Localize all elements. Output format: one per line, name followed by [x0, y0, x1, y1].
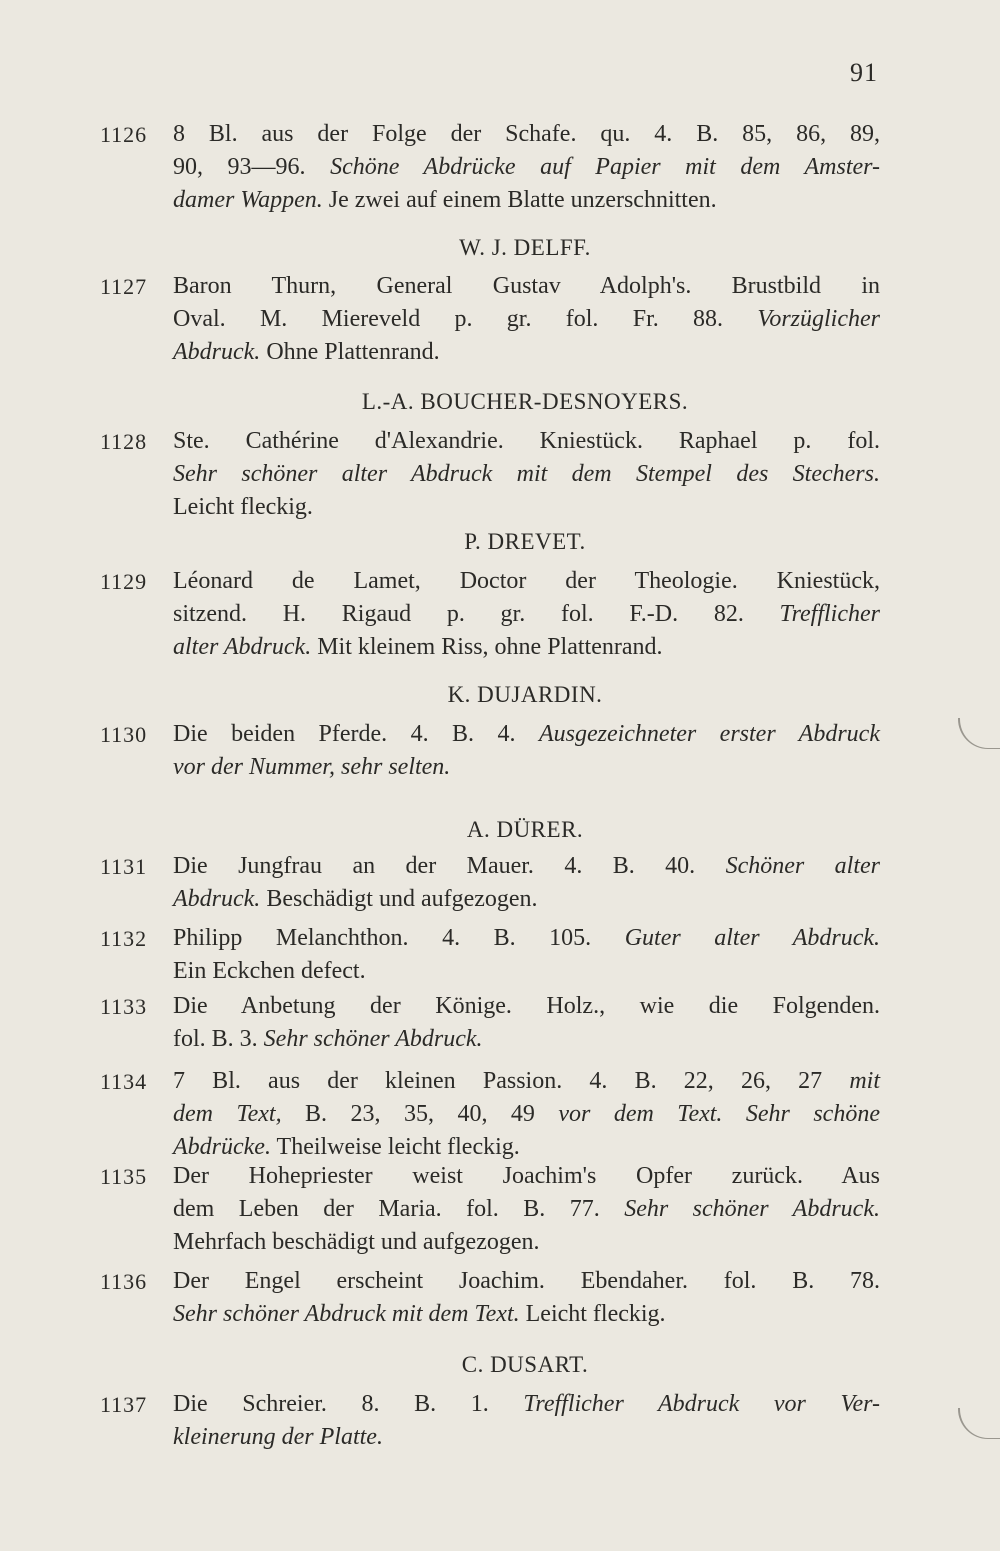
italic-text: Guter alter Abdruck. [624, 925, 880, 951]
entry-text: sitzend. H. Rigaud p. gr. fol. F.-D. 82. [173, 601, 780, 627]
entry-line [173, 425, 880, 458]
entry-line [173, 751, 880, 784]
entry-line [173, 1098, 880, 1131]
margin-mark [958, 718, 1000, 749]
italic-text: Abdruck. [173, 339, 261, 365]
entry-line [173, 565, 880, 598]
entry-text: Ohne Plattenrand. [260, 339, 440, 365]
entry-text: Die Anbetung der Könige. Holz., wie die Folgenden. [173, 993, 880, 1019]
entry-text: Leicht fleckig. [173, 494, 313, 520]
entry-line [173, 458, 880, 491]
entry-text: fol. B. 3. [173, 1026, 264, 1052]
entry-text: Ste. Cathérine d'Alexandrie. Kniestück. Raphael p. fol. [173, 428, 880, 454]
catalog-entry [100, 1388, 880, 1454]
italic-text: Abdrücke. [173, 1134, 271, 1160]
lot-number: 1130 [100, 722, 148, 747]
entry-text: Baron Thurn, General Gustav Adolph's. Brustbild in [173, 273, 880, 299]
catalog-entry [100, 1265, 880, 1331]
entry-text: Die Schreier. 8. B. 1. [173, 1391, 524, 1417]
entry-text: Philipp Melanchthon. 4. B. 105. [173, 925, 625, 951]
entry-text: Mit kleinem Riss, ohne Plattenrand. [311, 634, 663, 660]
italic-text: Schöner alter [725, 853, 880, 879]
catalog-entry [100, 425, 880, 524]
entry-line [173, 1388, 880, 1421]
artist-heading-text: C. DUSART. [461, 1352, 589, 1377]
italic-text: mit [849, 1068, 880, 1094]
catalog-entry [100, 565, 880, 664]
italic-text: Schöne Abdrücke auf Papier mit dem Amster- [330, 154, 881, 180]
entry-text: Die Jungfrau an der Mauer. 4. B. 40. [173, 853, 726, 879]
entry-text: Der Engel erscheint Joachim. Ebendaher. fol. B. 78. [173, 1268, 880, 1294]
artist-heading-text: K. DUJARDIN. [447, 682, 603, 707]
entry-text: Léonard de Lamet, Doctor der Theologie. Kniestück, [173, 568, 880, 594]
lot-number: 1128 [100, 429, 148, 454]
lot-number: 1136 [100, 1269, 148, 1294]
entry-text: Leicht fleckig. [519, 1301, 666, 1327]
entry-line [173, 631, 880, 664]
margin-mark [958, 1408, 1000, 1439]
entry-line [173, 598, 880, 631]
lot-number: 1127 [100, 274, 148, 299]
entry-line [173, 184, 880, 217]
entry-line [173, 1265, 880, 1298]
lot-number: 1131 [100, 854, 148, 879]
artist-heading [100, 233, 880, 263]
entry-line [173, 1193, 880, 1226]
italic-text: Sehr schöner Abdruck mit dem Text. [173, 1301, 520, 1327]
entry-line [173, 1226, 880, 1259]
page-number: 91 [850, 58, 878, 87]
entry-line [173, 955, 880, 988]
italic-text: Abdruck. [173, 886, 261, 912]
entry-line [173, 850, 880, 883]
entry-line [173, 922, 880, 955]
artist-heading [100, 527, 880, 557]
italic-text: Sehr schöner Abdruck. [263, 1026, 483, 1052]
italic-text: alter Abdruck. [173, 634, 312, 660]
italic-text: Ausgezeichneter erster Abdruck [538, 721, 880, 747]
catalog-entry [100, 990, 880, 1056]
entry-text: Die beiden Pferde. 4. B. 4. [173, 721, 539, 747]
artist-heading-text: A. DÜRER. [466, 817, 584, 842]
entry-line [173, 1298, 880, 1331]
entry-line [173, 1421, 880, 1454]
catalog-entry [100, 270, 880, 369]
artist-heading-text: L.-A. BOUCHER-DESNOYERS. [361, 389, 689, 414]
entry-line [173, 270, 880, 303]
lot-number: 1135 [100, 1164, 148, 1189]
entry-text: Je zwei auf einem Blatte unzerschnitten. [322, 187, 717, 213]
catalog-entry [100, 922, 880, 988]
entry-line [173, 718, 880, 751]
entry-line [173, 303, 880, 336]
entry-text: dem Leben der Maria. fol. B. 77. [173, 1196, 625, 1222]
entry-line [173, 336, 880, 369]
italic-text: kleinerung der Platte. [173, 1424, 383, 1450]
artist-heading-text: W. J. DELFF. [459, 235, 591, 260]
artist-heading [100, 1350, 880, 1380]
entry-text: Theilweise leicht fleckig. [270, 1134, 520, 1160]
entry-text: B. 23, 35, 40, 49 [281, 1101, 559, 1127]
catalog-entry [100, 1160, 880, 1259]
entry-line [173, 491, 880, 524]
entry-text: 90, 93—96. [173, 154, 331, 180]
entry-line [173, 883, 880, 916]
entry-text: 7 Bl. aus der kleinen Passion. 4. B. 22, 26, 27 [173, 1068, 850, 1094]
lot-number: 1134 [100, 1069, 148, 1094]
lot-number: 1129 [100, 569, 148, 594]
lot-number: 1126 [100, 122, 148, 147]
catalog-entry [100, 1065, 880, 1164]
lot-number: 1133 [100, 994, 148, 1019]
entry-line [173, 1160, 880, 1193]
italic-text: vor der Nummer, sehr selten. [173, 754, 451, 780]
italic-text: Sehr schöner alter Abdruck mit dem Stempel des Stechers. [173, 461, 880, 487]
italic-text: Vorzüglicher [757, 306, 880, 332]
artist-heading-text: P. DREVET. [464, 529, 586, 554]
catalog-entry [100, 718, 880, 784]
artist-heading [100, 815, 880, 845]
italic-text: Trefflicher Abdruck vor Ver- [523, 1391, 881, 1417]
entry-text: Mehrfach beschädigt und aufgezogen. [173, 1229, 540, 1255]
italic-text: damer Wappen. [173, 187, 323, 213]
entry-line [173, 151, 880, 184]
artist-heading [100, 387, 880, 417]
entry-text: 8 Bl. aus der Folge der Schafe. qu. 4. B. 85, 86, 89, [173, 121, 880, 147]
entry-text: Oval. M. Miereveld p. gr. fol. Fr. 88. [173, 306, 758, 332]
entry-line [173, 118, 880, 151]
lot-number: 1137 [100, 1392, 148, 1417]
italic-text: dem Text, [173, 1101, 282, 1127]
entry-line [173, 990, 880, 1023]
entry-text: Beschädigt und aufgezogen. [260, 886, 538, 912]
italic-text: Trefflicher [779, 601, 880, 627]
italic-text: Sehr schöner Abdruck. [624, 1196, 880, 1222]
entry-line [173, 1023, 880, 1056]
italic-text: vor dem Text. Sehr schöne [558, 1101, 880, 1127]
entry-text: Der Hohepriester weist Joachim's Opfer zurück. Aus [173, 1163, 880, 1189]
catalog-entry [100, 850, 880, 916]
lot-number: 1132 [100, 926, 148, 951]
artist-heading [100, 680, 880, 710]
entry-line [173, 1065, 880, 1098]
catalog-entry [100, 118, 880, 217]
entry-text: Ein Eckchen defect. [173, 958, 366, 984]
